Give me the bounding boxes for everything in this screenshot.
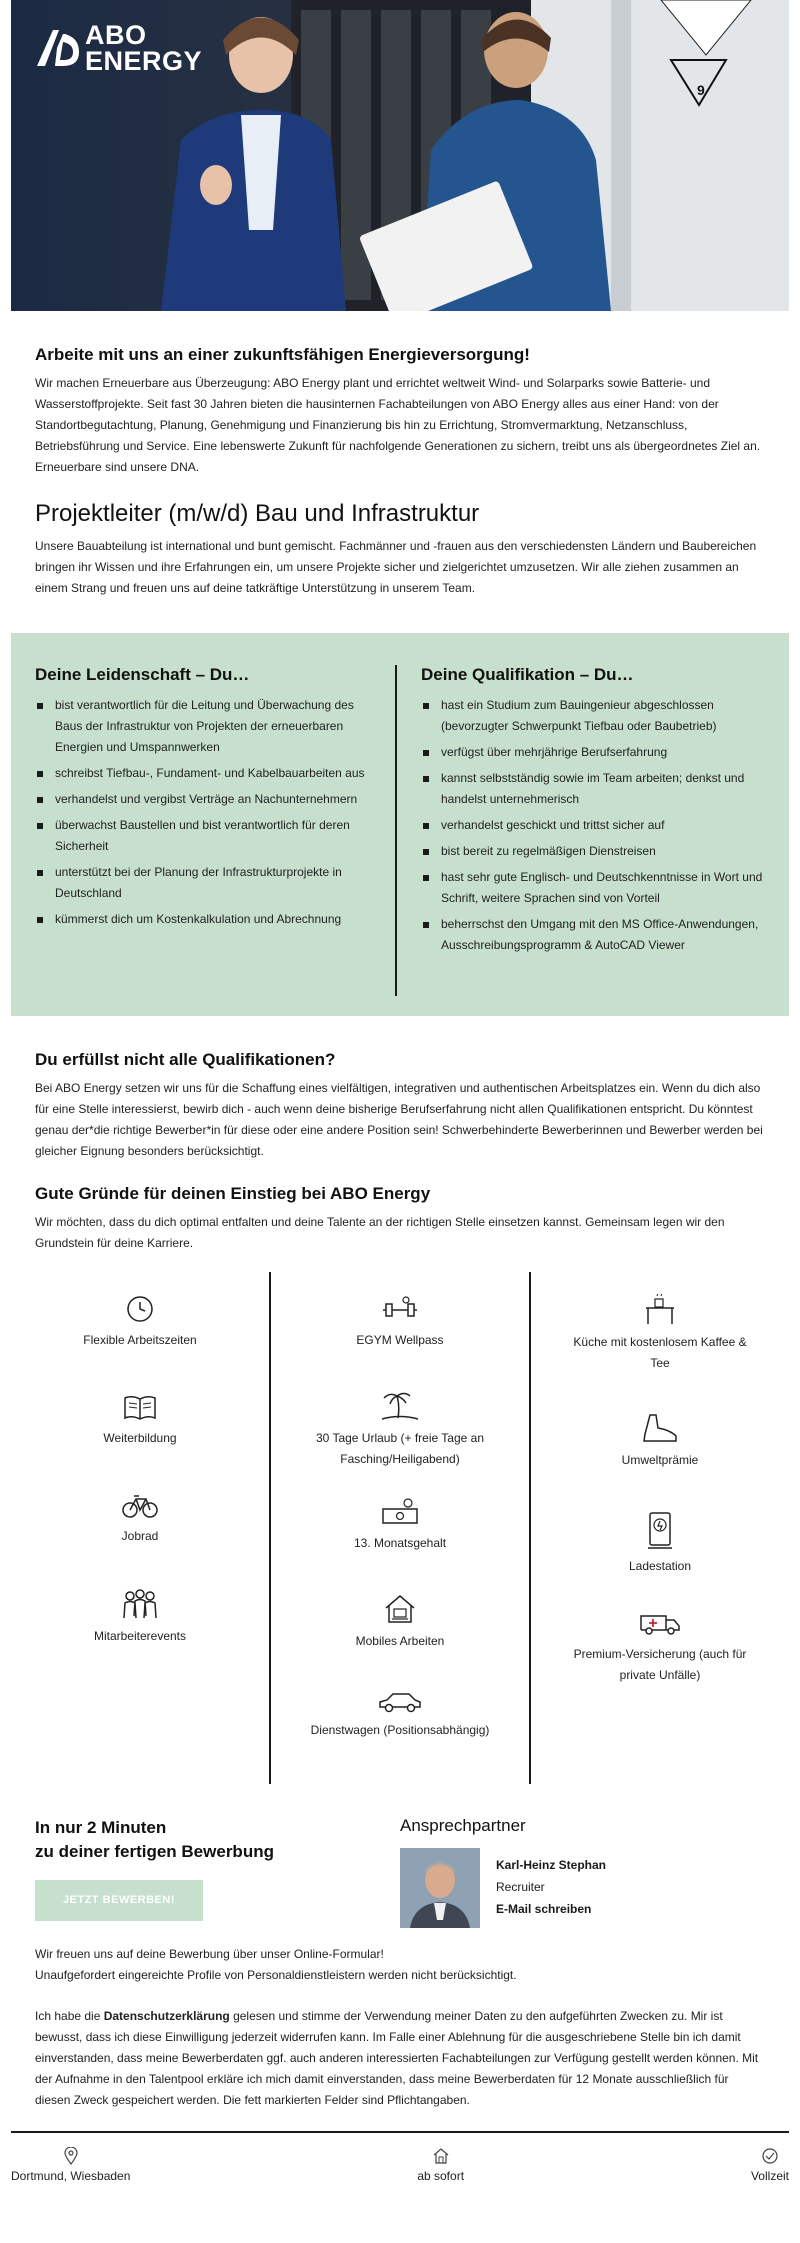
privacy-rest: gelesen und stimme der Verwendung meiner Daten zu den aufgeführten Zwecken zu. Mir ist bewusst, dass ich diese Einwilligung jederzeit widerrufen kann. Im Falle einer Ablehnung für die ausgeschriebene Stelle bin ich damit einverstanden, dass meine Bewerberdaten ggf. auch anderen interessierten Fachabteilungen zur Verfügung gestellt werden können. Mit der Aufnahme in den Talentpool erkläre ich mich damit einverstanden, dass meine Bewerberdaten für 12 Monate ausschließlich für diesen Zweck gespeichert werden. Die fett markierten Felder sind Pflichtangaben.	[35, 2009, 759, 2107]
qualification-heading: Deine Qualifikation – Du…	[421, 665, 634, 684]
benefit-label: Ladestation	[628, 1559, 692, 1573]
privacy-policy-link[interactable]: Datenschutzerklärung	[103, 2009, 230, 2023]
passion-column	[35, 665, 397, 996]
benefit-label: Küche mit kostenlosem Kaffee & Tee	[573, 1335, 747, 1370]
passion-item: unterstützt bei der Planung der Infrastrukturprojekte in Deutschland	[35, 862, 379, 904]
money-icon	[380, 1497, 420, 1527]
qualification-item: verhandelst geschickt und trittst sicher auf	[421, 815, 765, 836]
benefit-label: Weiterbildung	[103, 1431, 177, 1445]
car-icon	[377, 1688, 423, 1714]
type-text: Vollzeit	[750, 2169, 789, 2183]
start-text: ab sofort	[417, 2169, 465, 2183]
contact-role: Recruiter	[496, 1880, 545, 1894]
shoe-icon	[640, 1412, 680, 1444]
benefit-label: Mobiles Arbeiten	[355, 1633, 445, 1648]
reasons-text: Wir möchten, dass du dich optimal entfalten und deine Talente an der richtigen Stelle einsetzen kannst. Gemeinsam legen wir den Grundstein für deine Karriere.	[35, 1215, 725, 1250]
bicycle-icon	[121, 1490, 159, 1520]
footer-location	[11, 2147, 130, 2195]
palm-island-icon	[380, 1390, 420, 1422]
benefit-item	[45, 1588, 235, 1686]
hero-image	[11, 0, 789, 311]
ambulance-icon	[638, 1608, 682, 1638]
clock-icon	[125, 1294, 155, 1324]
apply-cta	[35, 1816, 400, 1928]
benefit-item	[305, 1390, 495, 1497]
passion-heading: Deine Leidenschaft – Du…	[35, 665, 250, 684]
benefit-item	[45, 1392, 235, 1490]
footer-type	[751, 2147, 789, 2195]
benefit-label: 13. Monatsgehalt	[353, 1536, 447, 1551]
benefit-label: Premium-Versicherung (auch für private Unfälle)	[573, 1647, 747, 1682]
checkmark-circle-icon	[761, 2147, 779, 2165]
dumbbell-icon	[382, 1294, 418, 1324]
abo-energy-logo[interactable]	[35, 22, 202, 74]
benefits-grid	[11, 1272, 789, 1784]
benefit-item	[565, 1608, 755, 1706]
apply-heading-line2: zu deiner fertigen Bewerbung	[35, 1842, 274, 1861]
job-title: Projektleiter (m/w/d) Bau und Infrastruktur	[35, 500, 480, 527]
charging-station-icon	[645, 1510, 675, 1550]
qualification-item: kannst selbstständig sowie im Team arbeiten; denkst und handelst unternehmerisch	[421, 768, 765, 810]
logo-text-energy: ENERGY	[85, 46, 203, 76]
qualification-column	[397, 665, 765, 996]
location-pin-icon	[64, 2147, 78, 2165]
qualification-item: verfügst über mehrjährige Berufserfahrung	[421, 742, 765, 763]
benefit-item	[565, 1412, 755, 1510]
qualification-list	[421, 695, 765, 956]
benefit-item	[45, 1490, 235, 1588]
closing-line2: Unaufgefordert eingereichte Profile von Personaldienstleistern werden nicht berücksichtigt.	[35, 1968, 517, 1982]
benefit-item	[305, 1294, 495, 1390]
privacy-prefix: Ich habe die	[35, 2009, 104, 2023]
not-all-text: Bei ABO Energy setzen wir uns für die Schaffung eines vielfältigen, integrativen und authentischen Arbeitsplatzes ein. Wenn du dich also für eine Stelle interessierst, bewirb dich - auch wenn deine bisherige Berufserfahrung nicht allen Qualifikationen entspricht. Du könntest genau der*die richtige Bewerber*in für diese oder eine andere Position sein! Schwerbehinderte Bewerberinnen und Bewerber werden bei gleicher Eignung besonders berücksichtigt.	[35, 1081, 763, 1158]
hazard-sign-number: 9	[697, 82, 705, 98]
requirements-box	[11, 633, 789, 1016]
benefit-item	[565, 1510, 755, 1608]
qualification-item: beherrschst den Umgang mit den MS Office-Anwendungen, Ausschreibungsprogramm & AutoCAD Viewer	[421, 914, 765, 956]
benefit-label: Jobrad	[121, 1529, 159, 1543]
benefits-column-3	[531, 1272, 789, 1784]
passion-item: schreibst Tiefbau-, Fundament- und Kabelbauarbeiten aus	[35, 763, 379, 784]
logo-text-abo: ABO	[85, 20, 147, 50]
benefit-item	[305, 1497, 495, 1593]
privacy-text	[35, 2006, 765, 2111]
job-facts-footer	[11, 2131, 789, 2195]
benefit-label: Umweltprämie	[621, 1453, 699, 1467]
not-all-heading: Du erfüllst nicht alle Qualifikationen?	[35, 1050, 336, 1069]
intro-heading: Arbeite mit uns an einer zukunftsfähigen Energieversorgung!	[35, 345, 530, 364]
contact-avatar	[400, 1848, 480, 1928]
job-text: Unsere Bauabteilung ist international und bunt gemischt. Fachmänner und -frauen aus den verschiedensten Ländern und Baubereichen bringen ihr Wissen und ihre Erfahrungen ein, um unsere Projekte sicher und zielgerichtet umzusetzen. Wir alle ziehen zusammen an einem Strang und freuen uns auf deine tatkräftige Unterstützung in unserem Team.	[35, 539, 757, 595]
qualification-item: hast sehr gute Englisch- und Deutschkenntnisse in Wort und Schrift, weitere Sprachen sind von Vorteil	[421, 867, 765, 909]
location-text: Dortmund, Wiesbaden	[11, 2169, 131, 2183]
logo-mark-icon	[35, 28, 81, 68]
book-icon	[122, 1392, 158, 1422]
apply-heading-line1: In nur 2 Minuten	[35, 1818, 167, 1837]
contact-heading: Ansprechpartner	[400, 1816, 526, 1835]
footer-start	[417, 2147, 464, 2195]
passion-item: kümmerst dich um Kostenkalkulation und Abrechnung	[35, 909, 379, 930]
closing-section	[0, 1944, 800, 2111]
people-icon	[120, 1588, 160, 1620]
reasons-heading: Gute Gründe für deinen Einstieg bei ABO Energy	[35, 1184, 431, 1203]
benefit-label: 30 Tage Urlaub (+ freie Tage an Fasching/Heiligabend)	[315, 1430, 484, 1466]
benefit-label: Flexible Arbeitszeiten	[83, 1333, 197, 1347]
contact-person	[400, 1816, 606, 1928]
benefit-label: Mitarbeiterevents	[93, 1629, 187, 1643]
contact-name: Karl-Heinz Stephan	[496, 1858, 607, 1872]
benefits-column-1	[11, 1272, 269, 1784]
benefit-item	[305, 1688, 495, 1784]
benefit-item	[45, 1294, 235, 1392]
intro-text: Wir machen Erneuerbare aus Überzeugung: ABO Energy plant und errichtet weltweit Wind- und Solarparks sowie Batterie- und Wasserstoffprojekte. Seit fast 30 Jahren bieten die hausinternen Fachabteilungen von ABO Energy alles aus einer Hand: von der Standortbegutachtung, Planung, Genehmigung und Finanzierung bis hin zu Errichtung, Stromvermarktung, Netzanschluss, Betriebsführung und Service. Eine lebenswerte Zukunft für nachfolgende Generationen zu sichern, treibt uns als übergeordnetes Ziel an. Erneuerbare sind unsere DNA.	[35, 376, 761, 474]
benefit-item	[565, 1294, 755, 1412]
passion-item: bist verantwortlich für die Leitung und Überwachung des Baus der Infrastruktur von Projekten der erneuerbaren Energien und Umspannwerken	[35, 695, 379, 758]
benefit-label: Dienstwagen (Positionsabhängig)	[310, 1723, 490, 1738]
passion-list	[35, 695, 379, 930]
home-laptop-icon	[382, 1593, 418, 1625]
apply-section	[0, 1816, 800, 1928]
building-icon	[432, 2147, 450, 2165]
email-contact-link[interactable]: E-Mail schreiben	[496, 1902, 592, 1916]
apply-now-button[interactable]: JETZT BEWERBEN!	[35, 1880, 203, 1921]
closing-line1: Wir freuen uns auf deine Bewerbung über unser Online-Formular!	[35, 1947, 384, 1961]
qualification-item: hast ein Studium zum Bauingenieur abgeschlossen (bevorzugter Schwerpunkt Tiefbau oder Baubetrieb)	[421, 695, 765, 737]
benefits-column-2	[269, 1272, 531, 1784]
coffee-icon	[640, 1294, 680, 1326]
qualification-item: bist bereit zu regelmäßigen Dienstreisen	[421, 841, 765, 862]
person-photo-icon	[400, 1848, 480, 1928]
benefit-item	[305, 1593, 495, 1689]
benefit-label: EGYM Wellpass	[356, 1333, 444, 1347]
passion-item: verhandelst und vergibst Verträge an Nachunternehmern	[35, 789, 379, 810]
passion-item: überwachst Baustellen und bist verantwortlich für deren Sicherheit	[35, 815, 379, 857]
